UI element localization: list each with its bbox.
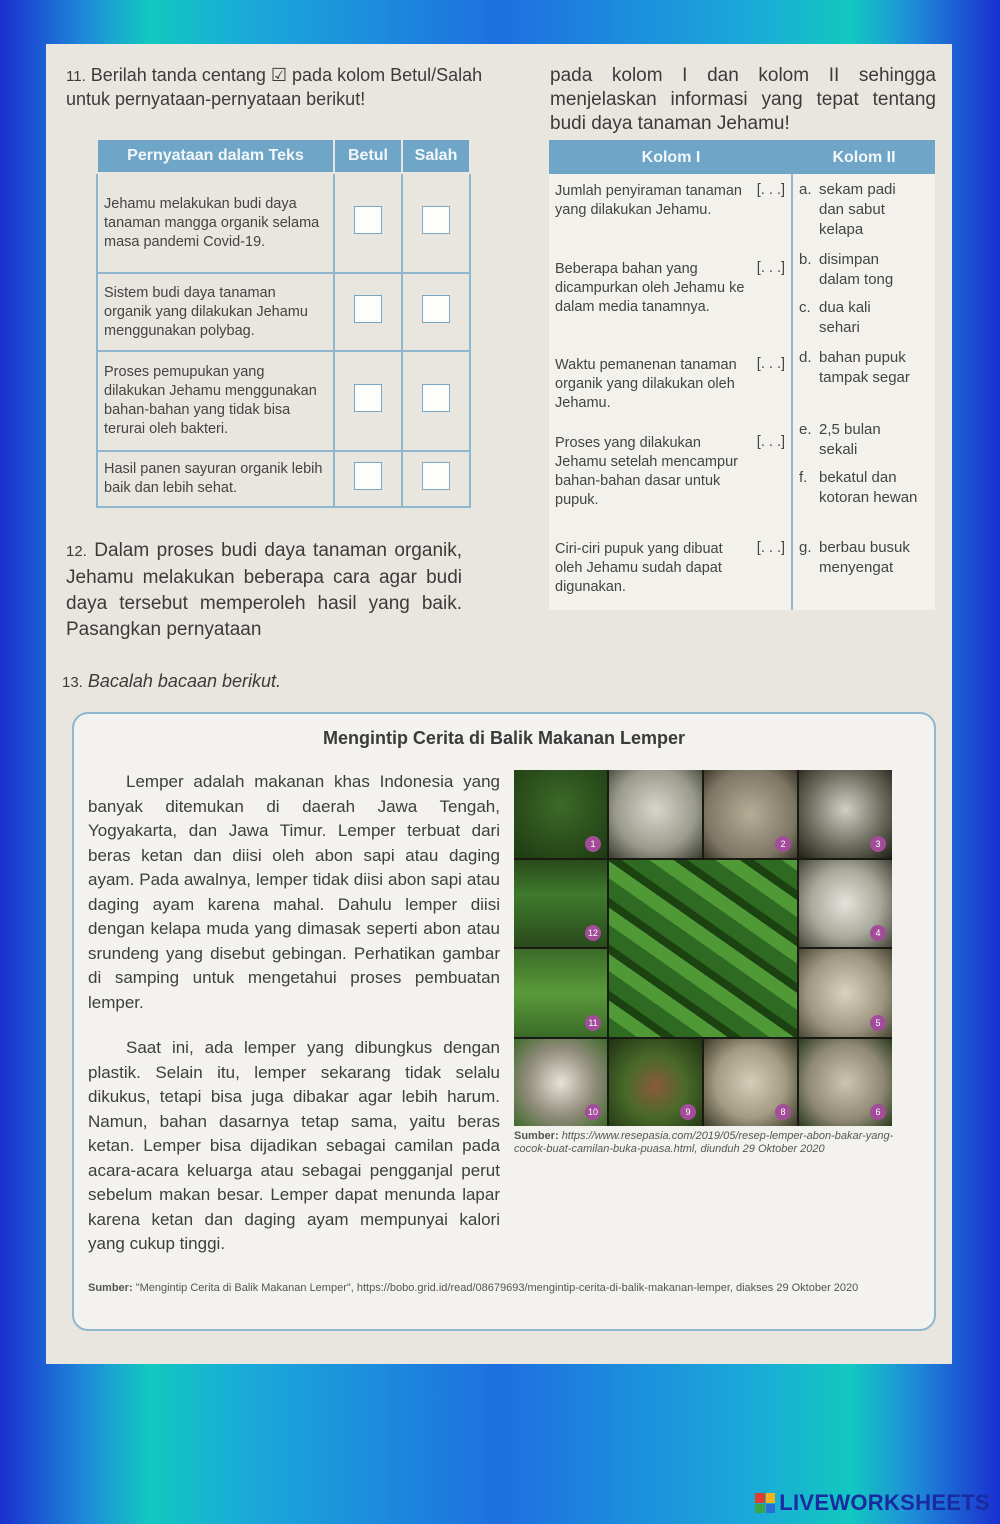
q12-number: 12. [66,543,87,560]
q12-text: Dalam proses budi daya tanaman organik, Jehamu melakukan beberapa cara agar budi daya tersebut memperoleh hasil yang baik. Pasangkan pernyataan [66,540,463,640]
photo-panel [799,770,892,858]
q11-instruction [66,64,484,111]
photo-panel [799,949,892,1037]
kolom-2-option [799,180,919,240]
q13-number: 13. [62,674,83,691]
q11-row-statement: Jehamu melakukan budi daya tanaman mangga organik selama masa pandemi Covid-19. [97,173,334,273]
salah-checkbox[interactable] [422,384,450,412]
q11-header-statement: Pernyataan dalam Teks [97,139,334,173]
q12-matching-table [549,140,935,610]
kolom-1-statement: Waktu pemanenan tanaman organik yang dilakukan oleh Jehamu. [555,357,737,411]
reading-source-label: Sumber: [88,1282,133,1294]
q13-instruction [62,670,281,694]
q11-row-statement: Sistem budi daya tanaman organik yang dilakukan Jehamu menggunakan polybag. [97,273,334,351]
reading-source-text: "Mengintip Cerita di Balik Makanan Lemper", https://bobo.grid.id/read/08679693/mengintip-cerita-di-balik-makanan-lemper, diakses 29 Oktober 2020 [135,1282,859,1294]
lemper-photo-collage [514,770,892,1126]
liveworksheets-logo [755,1490,990,1516]
step-number-badge: 6 [870,1104,886,1120]
step-number-badge: 9 [680,1104,696,1120]
option-text: 2,5 bulan sekali [819,421,881,458]
q11-number: 11. [66,68,86,85]
step-number-badge: 5 [870,1015,886,1031]
kolom-1-statement: Ciri-ciri pupuk yang dibuat oleh Jehamu sudah dapat digunakan. [555,541,723,595]
q13-text: Bacalah bacaan berikut. [87,671,282,691]
photo-panel [704,770,797,858]
kolom-2-option [799,420,909,460]
answer-blank[interactable]: [. . .] [756,540,785,556]
photo-panel [609,1039,702,1127]
reading-source [88,1282,898,1295]
photo-panel [514,949,607,1037]
salah-checkbox[interactable] [422,206,450,234]
worksheet-page [46,44,952,1364]
q11-text: Berilah tanda centang ☑ pada kolom Betul/Salah untuk pernyataan-pernyataan berikut! [66,65,483,109]
step-number-badge: 12 [585,925,601,941]
reading-title: Mengintip Cerita di Balik Makanan Lemper [322,728,686,748]
reading-paragraph-2: Saat ini, ada lemper yang dibungkus dengan plastik. Selain itu, lemper sekarang tidak selalu dikukus, tetapi bisa juga dibakar agar lebih harum. Namun, bahan dasarnya tetap sama, yaitu beras ketan. Lemper bisa dijadikan sebagai camilan pada acara-acara keluarga atau sebagai pengganjal perut sebelum makan besar. Lemper dapat menunda lapar karena ketan dan daging ayam mempunyai kalori yang cukup tinggi. [88,1038,500,1253]
q11-row-statement: Proses pemupukan yang dilakukan Jehamu menggunakan bahan-bahan yang tidak bisa terurai oleh bakteri. [97,351,334,451]
option-text: dua kali sehari [819,299,871,336]
photo-panel [609,770,702,858]
kolom-1-statement: Proses yang dilakukan Jehamu setelah mencampur bahan-bahan dasar untuk pupuk. [555,435,738,508]
kolom-2-option [799,468,919,508]
option-letter: a. [799,181,812,198]
step-number-badge: 10 [585,1104,601,1120]
salah-checkbox[interactable] [422,295,450,323]
q12-header-kolom-1: Kolom I [549,140,793,176]
option-text: disimpan dalam tong [819,251,894,288]
option-text: bekatul dan kotoran hewan [819,469,918,506]
brand-name: LIVEWORKSHEETS [779,1490,990,1515]
betul-checkbox[interactable] [354,206,382,234]
betul-checkbox[interactable] [354,462,382,490]
photo-source [514,1130,894,1156]
step-number-badge: 8 [775,1104,791,1120]
answer-blank[interactable]: [. . .] [756,182,785,198]
q12-header-kolom-2: Kolom II [793,140,935,176]
kolom-2-option [799,538,919,578]
q11-row-statement: Hasil panen sayuran organik lebih baik dan lebih sehat. [97,451,334,507]
salah-checkbox[interactable] [422,462,450,490]
kolom-2-option [799,250,919,290]
photo-panel [609,860,797,1037]
option-text: sekam padi dan sabut kelapa [819,181,896,238]
reading-paragraph-1: Lemper adalah makanan khas Indonesia yang banyak ditemukan di daerah Jawa Tengah, Yogyakarta, dan Jawa Timur. Lemper terbuat dari beras ketan dan diisi oleh abon sapi atau daging ayam. Pada awalnya, lemper tidak diisi abon sapi atau daging ayam karena mahal. Dahulu lemper diisi dengan kelapa muda yang dimasak seperti abon atau srundeng yang disebut gebingan. Perhatikan gambar di samping untuk mengetahui proses pembuatan lemper. [88,772,500,1012]
answer-blank[interactable]: [. . .] [756,356,785,372]
answer-blank[interactable]: [. . .] [756,260,785,276]
q12-instruction [66,538,462,643]
kolom-1-statement: Jumlah penyiraman tanaman yang dilakukan Jehamu. [555,183,742,218]
kolom-2-column [793,174,935,610]
step-number-badge: 2 [775,836,791,852]
option-letter: b. [799,251,812,268]
option-letter: g. [799,539,812,556]
reading-box [72,712,936,1331]
photo-panel [799,1039,892,1127]
kolom-2-option [799,348,929,388]
option-letter: d. [799,349,812,366]
photo-panel [799,860,892,948]
option-text: berbau busuk menyengat [819,539,910,576]
q12-instruction-continued: pada kolom I dan kolom II sehingga menjelaskan informasi yang tepat tentang budi daya tanaman Jehamu! [550,65,936,134]
photo-source-text: https://www.resepasia.com/2019/05/resep-lemper-abon-bakar-yang-cocok-buat-camilan-buka-puasa.html, diunduh 29 Oktober 2020 [514,1130,894,1155]
step-number-badge: 3 [870,836,886,852]
answer-blank[interactable]: [. . .] [756,434,785,450]
option-letter: c. [799,299,811,316]
kolom-2-option [799,298,889,338]
kolom-1-column [549,174,793,610]
q11-table [96,138,471,508]
betul-checkbox[interactable] [354,384,382,412]
step-number-badge: 4 [870,925,886,941]
betul-checkbox[interactable] [354,295,382,323]
option-text: bahan pupuk tampak segar [819,349,910,386]
q11-header-betul: Betul [334,139,402,173]
photo-panel [514,1039,607,1127]
photo-panel [514,770,607,858]
option-letter: f. [799,469,808,486]
photo-panel [514,860,607,948]
photo-panel [704,1039,797,1127]
photo-source-label: Sumber: [514,1130,559,1142]
option-letter: e. [799,421,812,438]
logo-mark-icon [755,1493,775,1513]
q11-header-salah: Salah [402,139,470,173]
step-number-badge: 11 [585,1015,601,1031]
kolom-1-statement: Beberapa bahan yang dicampurkan oleh Jehamu ke dalam media tanamnya. [555,261,745,315]
step-number-badge: 1 [585,836,601,852]
